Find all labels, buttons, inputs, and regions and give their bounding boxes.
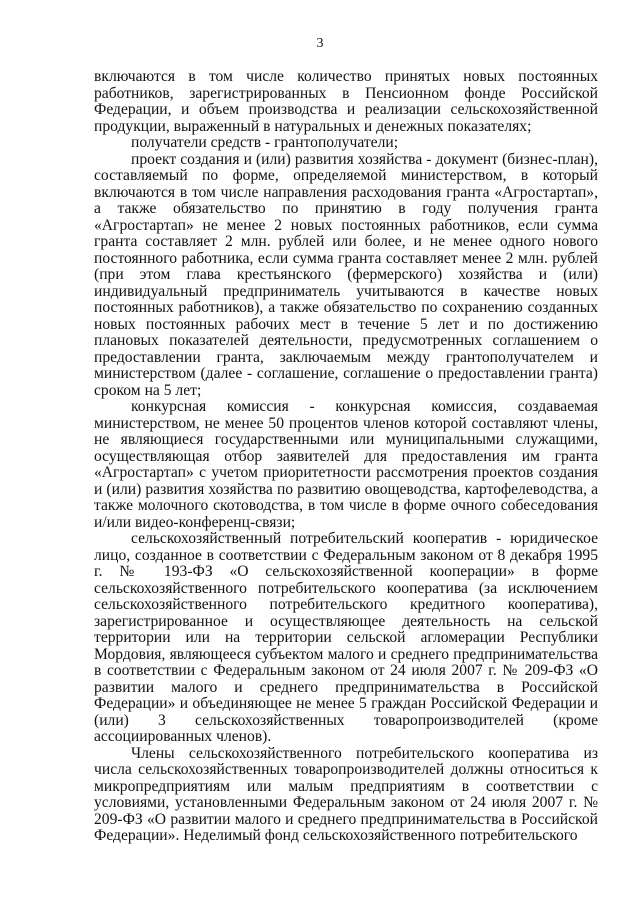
paragraph-grant-recipients: получатели средств - грантополучатели; [131,134,399,151]
paragraph-cooperative-members: Члены сельскохозяйственного потребительского кооператива из числа сельскохозяйственных товаропроизводителей должны относиться к микропредприятиям или малым предприятиям в соответствии с условиями, установленными Федеральным законом от 24 июля 2007 г. № 209-ФЗ «О развитии малого и среднего предпринимательства в Российской Федерации». Неделимый фонд сельскохозяйственного потребительского [94,744,598,844]
paragraph-continuation: включаются в том числе количество принятых новых постоянных работников, зарегистрированных в Пенсионном фонде Российской Федерации, и объем производства и реализации сельскохозяйственной продукции, выраженный в натуральных и денежных показателях; [94,68,598,135]
paragraph-competition-commission: конкурсная комиссия - конкурсная комиссия, создаваемая министерством, не менее 50 процентов членов которой составляют члены, не являющиеся государственными или муниципальными служащими, осуществляющая отбор заявителей для предоставления им гранта «Агростартап» с учетом приоритетности рассмотрения проектов создания и (или) развития хозяйства по развитию овощеводства, картофелеводства, а также молочного скотоводства, в том числе в форме очного собеседования и/или видео-конференц-связи; [94,398,598,531]
paragraph-project-definition: проект создания и (или) развития хозяйства - документ (бизнес-план), составляемый по форме, определяемой министерством, в который включаются в том числе направления расходования гранта «Агростартап», а также обязательство по принятию в году получения гранта «Агростартап» не менее 2 новых постоянных работников, если сумма гранта составляет 2 млн. рублей или более, и не менее одного нового постоянного работника, если сумма гранта составляет менее 2 млн. рублей (при этом глава крестьянского (фермерского) хозяйства и (или) индивидуальный предприниматель учитываются в качестве новых постоянных работников), а также обязательство по сохранению созданных новых постоянных рабочих мест в течение 5 лет и по достижению плановых показателей деятельности, предусмотренных соглашением о предоставлении гранта, заключаемым между грантополучателем и министерством (далее - соглашение, соглашение о предоставлении гранта) сроком на 5 лет; [94,150,598,399]
document-body [94,69,598,845]
page-number: 3 [316,36,324,51]
paragraph-consumer-cooperative: сельскохозяйственный потребительский кооператив - юридическое лицо, созданное в соответствии с Федеральным законом от 8 декабря 1995 г. № 193-ФЗ «О сельскохозяйственной кооперации» в форме сельскохозяйственного потребительского кооператива (за исключением сельскохозяйственного потребительского кредитного кооператива), зарегистрированное и осуществляющее деятельность на сельской территории или на территории сельской агломерации Республики Мордовия, являющееся субъектом малого и среднего предпринимательства в соответствии с Федеральным законом от 24 июля 2007 г. № 209-ФЗ «О развитии малого и среднего предпринимательства в Российской Федерации» и объединяющее не менее 5 граждан Российской Федерации и (или) 3 сельскохозяйственных товаропроизводителей (кроме ассоциированных членов). [94,530,598,745]
